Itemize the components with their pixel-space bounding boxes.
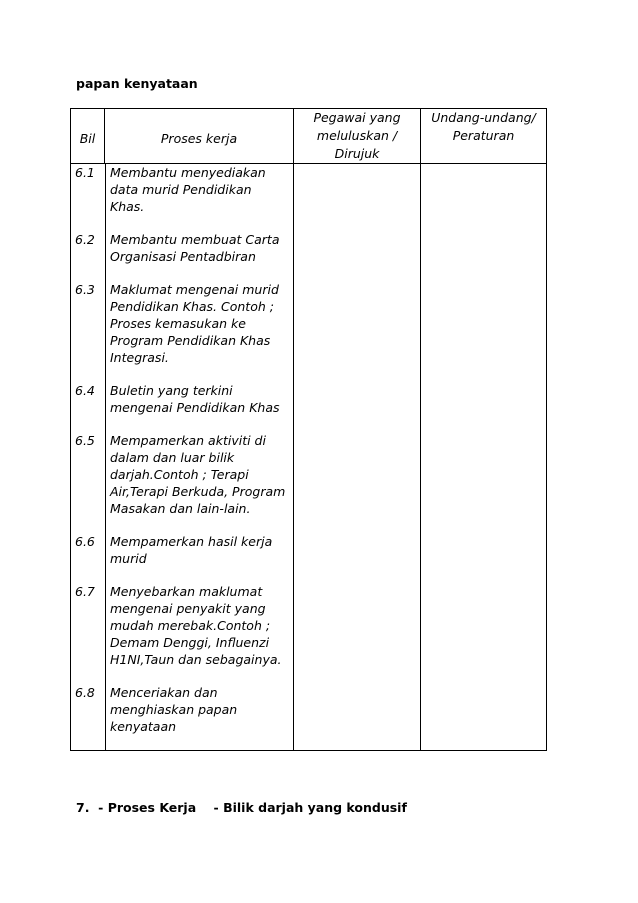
header-proses-kerja: Proses kerja <box>105 109 294 164</box>
table-body-row <box>71 164 547 751</box>
item-text-line: Membantu membuat Carta <box>110 232 280 247</box>
item-text-line: Pendidikan Khas. Contoh ; <box>110 299 274 314</box>
item-number: 6.2 <box>75 232 95 247</box>
item-text-line: Menceriakan dan <box>110 685 218 700</box>
item-number: 6.3 <box>75 282 95 297</box>
item-text-line: data murid Pendidikan <box>110 182 252 197</box>
section-heading: papan kenyataan <box>76 76 198 91</box>
column-divider <box>105 164 106 750</box>
item-text-line: murid <box>110 551 147 566</box>
item-text-line: Organisasi Pentadbiran <box>110 249 256 264</box>
item-text <box>105 382 295 416</box>
section-7-title: 7. - Proses Kerja - Bilik darjah yang kondusif <box>76 800 407 815</box>
process-table <box>70 108 547 751</box>
item-text-line: mengenai penyakit yang <box>110 601 266 616</box>
item-text-line: Demam Denggi, Influenzi <box>110 635 270 650</box>
item-text-line: Khas. <box>110 199 145 214</box>
header-undang-undang <box>421 109 547 164</box>
item-text-line: Mempamerkan aktiviti di <box>110 433 266 448</box>
item-text-line: darjah.Contoh ; Terapi <box>110 467 249 482</box>
table-header-row <box>71 109 547 164</box>
item-text-line: Membantu menyediakan <box>110 165 266 180</box>
item-text-line: Program Pendidikan Khas <box>110 333 271 348</box>
item-text <box>105 533 295 567</box>
item-text-line: mudah merebak.Contoh ; <box>110 618 271 633</box>
header-pegawai-line: meluluskan / <box>316 128 398 143</box>
item-text <box>105 583 295 668</box>
item-number: 6.6 <box>75 534 95 549</box>
header-undang-line: Undang-undang/ <box>431 110 536 125</box>
item-text-line: Integrasi. <box>110 350 169 365</box>
item-text-line: Maklumat mengenai murid <box>110 282 279 297</box>
item-text-line: Menyebarkan maklumat <box>110 584 263 599</box>
header-pegawai-line: Dirujuk <box>334 146 380 161</box>
item-text-line: kenyataan <box>110 719 177 734</box>
pegawai-cell <box>294 164 421 751</box>
item-text-line: H1NI,Taun dan sebagainya. <box>110 652 282 667</box>
item-text-line: Mempamerkan hasil kerja <box>110 534 273 549</box>
header-pegawai-line: Pegawai yang <box>313 110 401 125</box>
item-text-line: mengenai Pendidikan Khas <box>110 400 280 415</box>
header-undang-line: Peraturan <box>452 128 515 143</box>
item-number: 6.4 <box>75 383 95 398</box>
item-text-line: Masakan dan lain-lain. <box>110 501 251 516</box>
item-number: 6.1 <box>75 165 95 180</box>
process-list-cell <box>71 164 294 751</box>
item-text <box>105 164 295 215</box>
item-text <box>105 684 295 735</box>
item-text-line: dalam dan luar bilik <box>110 450 235 465</box>
header-bil: Bil <box>71 109 105 164</box>
header-pegawai <box>294 109 421 164</box>
item-text <box>105 231 295 265</box>
item-number: 6.7 <box>75 584 95 599</box>
item-number: 6.8 <box>75 685 95 700</box>
item-text-line: Air,Terapi Berkuda, Program <box>110 484 286 499</box>
item-number: 6.5 <box>75 433 95 448</box>
undang-cell <box>421 164 547 751</box>
item-text-line: Proses kemasukan ke <box>110 316 246 331</box>
item-text <box>105 432 295 517</box>
item-text-line: Buletin yang terkini <box>110 383 233 398</box>
item-text-line: menghiaskan papan <box>110 702 238 717</box>
item-text <box>105 281 295 366</box>
